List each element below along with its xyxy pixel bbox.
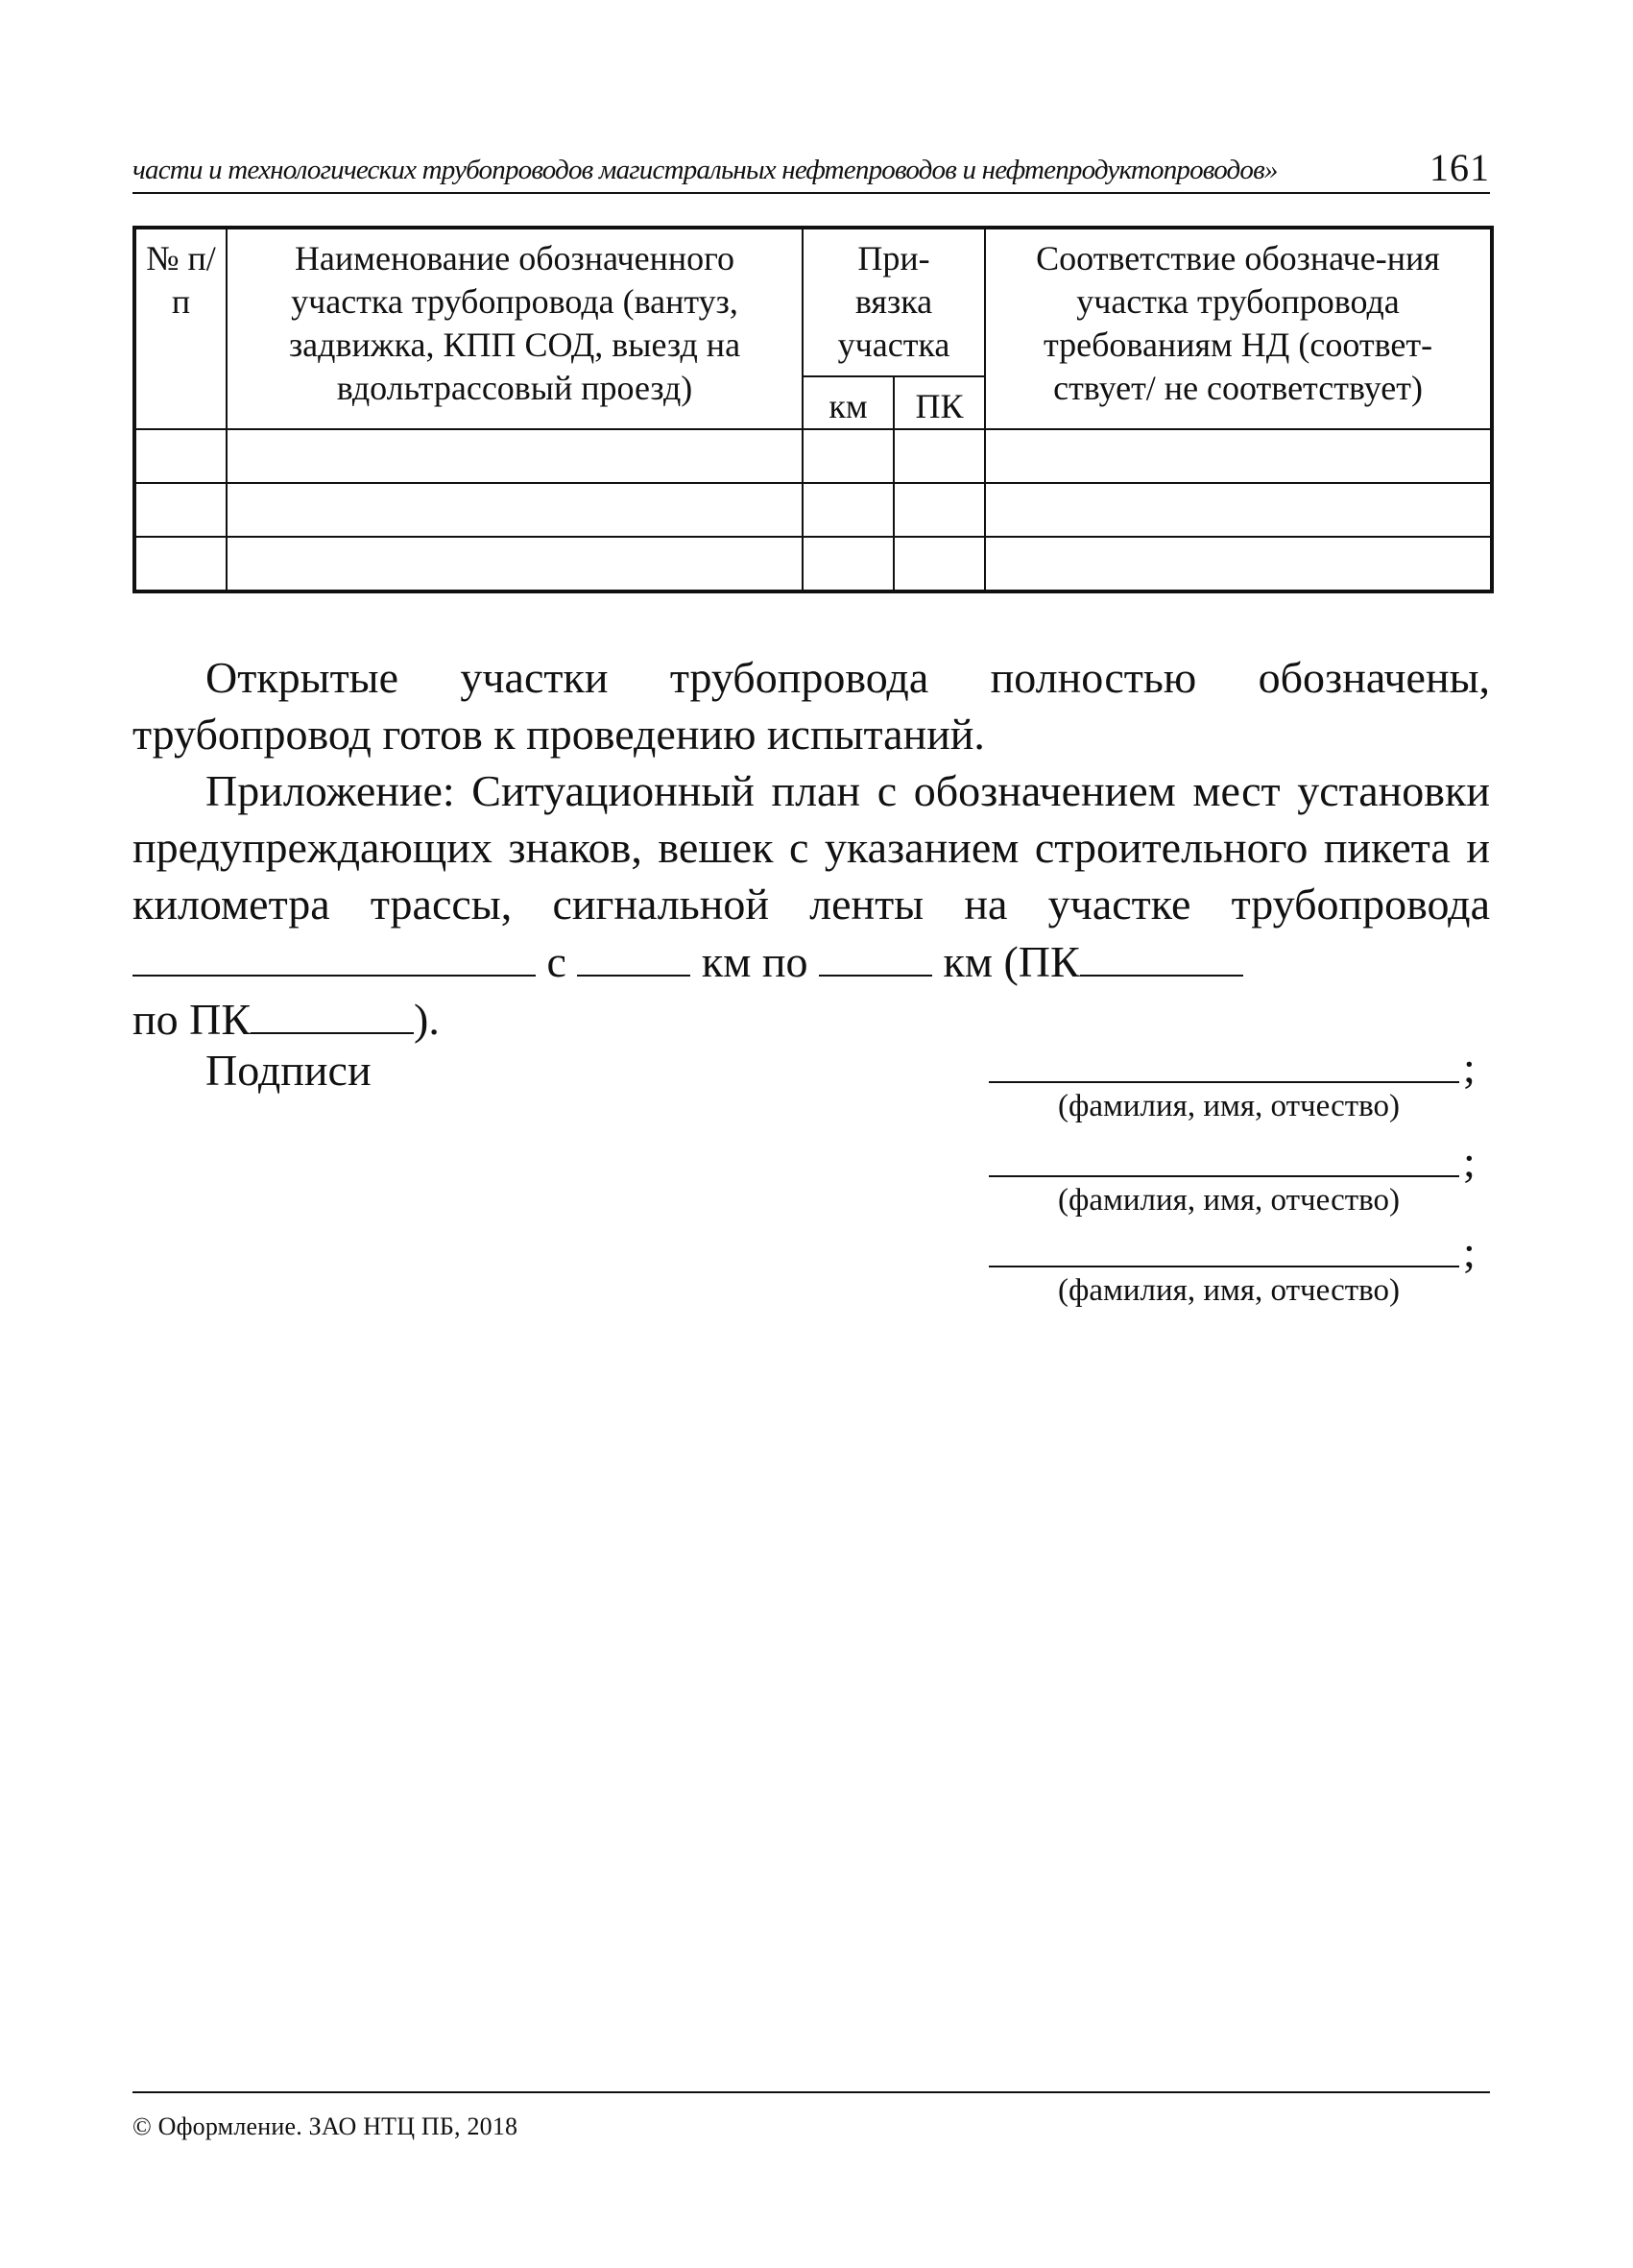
signature-separator: ; [1463,1227,1476,1276]
footer-rule [132,2091,1490,2093]
paragraph-conclusion: Открытые участки трубопровода полностью обозначены, трубопровод готов к проведению испытаний. [132,653,1490,759]
col-header-pk: ПК [894,376,985,429]
signatures-label: Подписи [205,1046,372,1095]
signature-line[interactable] [989,1175,1459,1177]
table-cell [134,483,227,537]
col-header-number-label: № п/п [146,239,216,321]
table-row [134,537,1492,591]
signature-line[interactable] [989,1081,1459,1083]
col-header-conformity-label: Соответствие обозначе-ния участка трубопровода требованиям НД (соответ-ствует/ не соответствует) [1036,239,1440,407]
table-cell [134,429,227,483]
signature-block-3 [989,1223,1507,1310]
table-cell [803,537,894,591]
blank-km-to-field[interactable] [819,932,932,977]
col-header-conformity [985,228,1492,429]
table-cell [227,429,803,483]
table-cell [803,483,894,537]
table-cell [227,483,803,537]
signature-line[interactable] [989,1266,1459,1267]
col-header-binding-label: При-вязка участка [837,239,950,364]
closing-mark: ). [414,995,440,1044]
signature-caption: (фамилия, имя, отчество) [1057,1089,1401,1123]
table-cell [985,483,1492,537]
signature-separator: ; [1463,1137,1476,1186]
blank-pk-from-field[interactable] [1080,932,1243,977]
running-header [132,144,1490,194]
from-label: с [546,937,566,986]
table-row [134,429,1492,483]
km-pk-label: км (ПК [943,937,1080,986]
table-cell [894,429,985,483]
marking-table [132,226,1494,593]
blank-km-from-field[interactable] [577,932,690,977]
blank-section-field[interactable] [132,932,536,977]
paragraph-attachment [132,762,1490,990]
table-cell [985,429,1492,483]
signature-block-2 [989,1133,1507,1219]
blank-pk-to-field[interactable] [251,990,414,1034]
signature-caption: (фамилия, имя, отчество) [1057,1273,1401,1308]
km-to-label: км по [701,937,808,986]
table-cell [894,537,985,591]
col-header-name-label: Наименование обозначенного участка трубопровода (вантуз, задвижка, КПП СОД, выезд на вдольтрассовый проезд) [288,239,741,407]
signature-block-1 [989,1039,1507,1125]
col-header-name [227,228,803,429]
page-number: 161 [1429,146,1490,189]
table-row [134,483,1492,537]
col-header-number [134,228,227,429]
col-header-km: км [803,376,894,429]
to-pk-label: по ПК [132,995,252,1044]
col-header-binding [803,228,985,376]
table-cell [227,537,803,591]
attachment-text: Приложение: Ситуационный план с обозначением мест установки предупреждающих знаков, вешек с указанием строительного пикета и километра трассы, сигнальной ленты на участке трубопровода [132,766,1490,929]
table-cell [985,537,1492,591]
table-cell [894,483,985,537]
body-text [132,649,1490,1048]
footer-copyright: © Оформление. ЗАО НТЦ ПБ, 2018 [132,2112,518,2140]
signature-separator: ; [1463,1043,1476,1092]
table-cell [134,537,227,591]
signature-caption: (фамилия, имя, отчество) [1057,1183,1401,1218]
running-title: части и технологических трубопроводов магистральных нефтепроводов и нефтепродуктопроводов» [132,155,1278,185]
table-cell [803,429,894,483]
